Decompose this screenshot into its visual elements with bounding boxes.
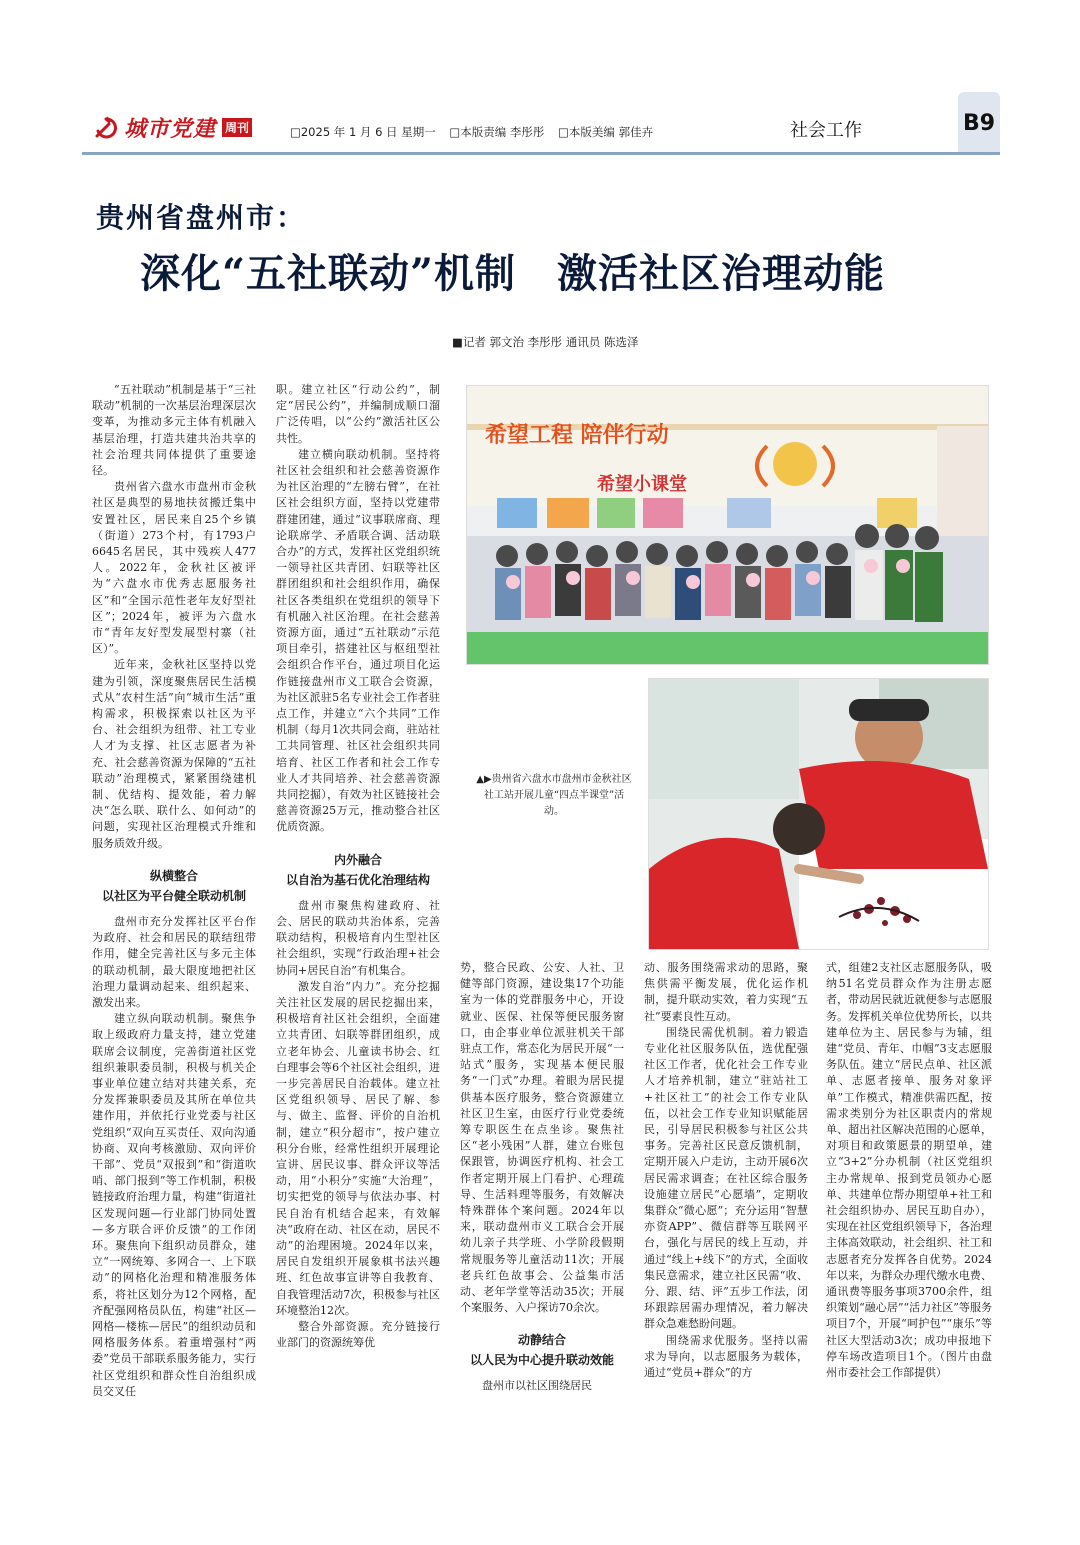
article-column-3 [460,960,624,1458]
paragraph: 职。建立社区“行动公约”，制定“居民公约”，并编制成顺口溜广泛传唱，以“公约”激活社区公共性。 [276,383,440,445]
paragraph: 盘州市以社区围绕居民 [482,1379,592,1393]
paragraph: 建立横向联动机制。坚持将社区社会组织和社会慈善资源作为社区治理的“左膀右臂”，在社区社会组织方面，坚持以党建带群建团建，通过“议事联席商、理论联席学、矛盾联合调、活动联合办”的方式，发挥社区党组织统一领导社区共青团、妇联等社区群团组织和社会组织作用，确保社区各类组织在党组织的领导下有机融入社区治理。在社会慈善资源方面，通过“五社联动”示范项目牵引，搭建社区与枢纽型社会组织合作平台，通过项目化运作链接盘州市义工联合会资源，为社区派驻5名专业社会工作者驻点工作，并建立“六个共同”工作机制（每月1次共同会商，驻站社工共同管理、社区社会组织共同培育、社区工作者和社会工作专业人才共同培养、社会慈善资源共同挖掘），有效为社区链接社会慈善资源25万元，推动整合社区优质资源。 [276,447,440,834]
section-heading-line-1: 内外融合 [333,852,382,867]
photo-children-classroom [466,385,989,665]
party-emblem-icon [92,115,118,141]
paragraph: 围绕需求优服务。坚持以需求为导向，以志愿服务为载体，通过“党员+群众”的方 [644,1333,808,1380]
paragraph: 式，组建2支社区志愿服务队，吸纳51名党员群众作为注册志愿者，带动居民就近就便参与志愿服务。发挥机关单位优势所长，以共建单位为主、居民参与为辅，组建“党员、青年、巾帼”3支志愿服务队伍。建立“居民点单、社区派单、志愿者接单、服务对象评单”工作模式，精准供需匹配，按需求类别分为社区职责内的常规单、超出社区解决范围的心愿单，对项目和政策愿景的期望单，建立“3+2”分办机制（社区党组织主办常规单、报到党员领办心愿单、共建单位帮办期望单+社工和社会组织协办、居民互助自办），实现在社区党组织领导下，各治理主体高效联动，社会组织、社工和志愿者充分发挥各自优势。2024年以来，为群众办理代缴水电费、通讯费等服务事项3700余件，组织策划“融心居”“活力社区”等服务项目7个，开展“呵护包”“康乐”等社区大型活动3次；成功申报地下停车场改造项目1个。（图片由盘州市委社会工作部提供） [826,961,992,1380]
paragraph: 动、服务围绕需求动的思路，聚焦供需平衡发展，优化运作机制，提升联动实效，着力实现“五社”要素良性互动。 [644,961,808,1023]
paragraph: 激发自治“内力”。充分挖掘关注社区发展的居民挖掘出来，积极培育社区社会组织，全面建立共青团、妇联等群团组织，成立老年协会、儿童读书协会、红白理事会等6个社区社会组织，进一步完善居民自治载体。建立社区党组织领导、居民了解、参与、做主、监督、评价的自治机制，建立“积分超市”，按户建立积分台账，经常性组织开展理论宣讲、居民议事、群众评议等活动，用“小积分”实施“大治理”，切实把党的领导与依法办事、村民自治有机结合起来，有效解决“政府在动、社区在动，居民不动”的治理困境。2024年以来，居民自发组织开展象棋书法兴趣班、红色故事宣讲等自我教育、自我管理活动7次，积极参与社区环境整治12次。 [276,979,440,1317]
children-classroom-image [467,386,988,664]
article-column-4 [644,960,808,1458]
brand-tag: 周刊 [222,118,252,137]
paragraph: 盘州市聚焦构建政府、社会、居民的联动共治体系，完善联动结构，积极培育内生型社区社会组织，实现“行政治理+社会协同+居民自治”有机集合。 [276,898,440,977]
page-number-tab [958,92,1000,154]
section-heading [460,1330,624,1370]
article-column-5 [826,960,992,1458]
masthead [92,112,252,143]
paragraph: 贵州省六盘水市盘州市金秋社区是典型的易地扶贫搬迁集中安置社区，居民来自25个乡镇（街道）273个村，有1793户6645名居民，其中残疾人477人。2022年，金秋社区被评为“六盘水市优秀志愿服务社区”和“全国示范性老年友好型社区”；2024年，被评为六盘水市“青年友好型发展型村寨（社区）”。 [92,480,256,656]
paragraph: 整合外部资源。充分链接行业部门的资源统筹优 [276,1319,440,1350]
section-heading [92,866,256,906]
paragraph: 势，整合民政、公安、人社、卫健等部门资源，建设集17个功能室为一体的党群服务中心，开设就业、医保、社保等便民服务窗口，由企事业单位派驻机关干部驻点工作，常态化为居民开展“一站式”服务，实现基本便民服务“一门式”办理。着眼为居民提供基本医疗服务，整合资源建立社区卫生室，由医疗行业党委统筹专职医生在点坐诊。聚焦社区“老小残困”人群，建立台账包保跟管，协调医疗机构、社会工作者定期开展上门看护、心理疏导、生活料理等服务，有效解决特殊群体个案问题。2024年以来，联动盘州市义工联合会开展幼儿亲子共学班、小学阶段假期常规服务等儿童活动11次；开展老兵红色故事会、公益集市活动、老年学堂等活动35次；开展个案服务、入户探访70余次。 [460,961,624,1315]
section-heading-line-2: 以人民为中心提升联动效能 [469,1353,614,1368]
section-heading-line-1: 动静结合 [517,1333,566,1348]
header-divider [82,152,1000,155]
section-name: 社会工作 [790,120,862,141]
section-heading [276,850,440,890]
article-pre-title: 贵州省盘州市： [96,201,307,234]
article-title: 深化“五社联动”机制 激活社区治理动能 [140,250,886,297]
volunteer-painting-image [649,679,988,949]
article-column-2 [276,382,440,1458]
section-heading-line-1: 纵横整合 [149,868,198,883]
photo-sign-text: 希望工程 陪伴行动 [485,423,669,448]
issue-meta [290,124,663,140]
section-heading-line-2: 以自治为基石优化治理结构 [285,872,430,887]
paragraph: 近年来，金秋社区坚持以党建为引领，深度聚焦居民生活模式从“农村生活”向“城市生活”重构需求，积极探索以社区为平台、社会组织为纽带、社工专业人才为支撑、社区志愿者为补充、社会慈善资源为保障的“五社联动”治理模式，紧紧围绕建机制、优结构、提效能，着力解决“怎么联、联什么、如何动”的问题，实现社区治理模式升维和服务质效升级。 [92,658,256,850]
photo-volunteer-painting [648,678,989,950]
article-byline: ■记者 郭文治 李彤彤 通讯员 陈选泽 [452,335,639,349]
paragraph: 盘州市充分发挥社区平台作为政府、社会和居民的联结纽带作用，健全完善社区与多元主体的联动机制，最大限度地把社区治理力量调动起来、组织起来、激发出来。 [92,914,256,1009]
paragraph: 建立纵向联动机制。聚焦争取上级政府力量支持，建立党建联席会议制度，完善街道社区党组织兼职委员制，积极与机关企事业单位建立结对共建关系，充分发挥兼职委员及其所在单位共建作用，并依托行业党委与社区党组织“双向互买责任、双向沟通协商、双向考核激励、双向评价干部”、党员“双报到”和“街道吹哨、部门报到”等工作机制，积极链接政府治理力量，构建“街道社区发现问题—行业部门协同处置—多方联合评价反馈”的工作闭环。聚焦向下组织动员群众，建立“一网统筹、多网合一、上下联动”的网格化治理和精准服务体系，将社区划分为12个网格，配齐配强网格员队伍，构建“社区—网格—楼栋—居民”的组织动员和网格服务体系。着重增强村“两委”党员干部联系服务能力，实行社区党组织和群众性自治组织成员交叉任 [92,1012,256,1398]
issue-designer: □本版美编 郭佳卉 [558,125,654,139]
brand-name: 城市党建 [124,116,217,142]
paragraph: “五社联动”机制是基于“三社联动”机制的一次基层治理深层次变革，为推动多元主体有机融入基层治理，打造共建共治共享的社会治理共同体提供了重要途径。 [92,383,256,478]
paragraph: 围绕民需优机制。着力锻造专业化社区服务队伍，选优配强社区工作者，优化社会工作专业人才培养机制，建立“驻站社工+社区社工”的社会工作专业队伍，以社会工作专业知识赋能居民，引导居民积极参与社区公共事务。完善社区民意反馈机制，定期开展入户走访，主动开展6次居民需求调查；在社区综合服务设施建立居民“心愿墙”，定期收集群众“微心愿”；充分运用“智慧亦资APP”、微信群等互联网平台，强化与居民的线上互动，并通过“线上+线下”的方式，全面收集民意需求，建立社区民需“收、分、跟、结、评”五步工作法，闭环跟踪居需办理情况，着力解决群众急难愁盼问题。 [644,1025,808,1331]
article-column-1 [92,382,256,1458]
section-heading-line-2: 以社区为平台健全联动机制 [101,888,246,903]
photo-caption: ▲▶贵州省六盘水市盘州市金秋社区社工站开展儿童“四点半课堂”活动。 [476,774,632,817]
issue-date: □2025 年 1 月 6 日 星期一 [290,125,436,139]
issue-editor: □本版责编 李彤彤 [449,125,545,139]
page-number: B9 [962,110,996,136]
photo-sign-text-2: 希望小课堂 [597,474,687,495]
